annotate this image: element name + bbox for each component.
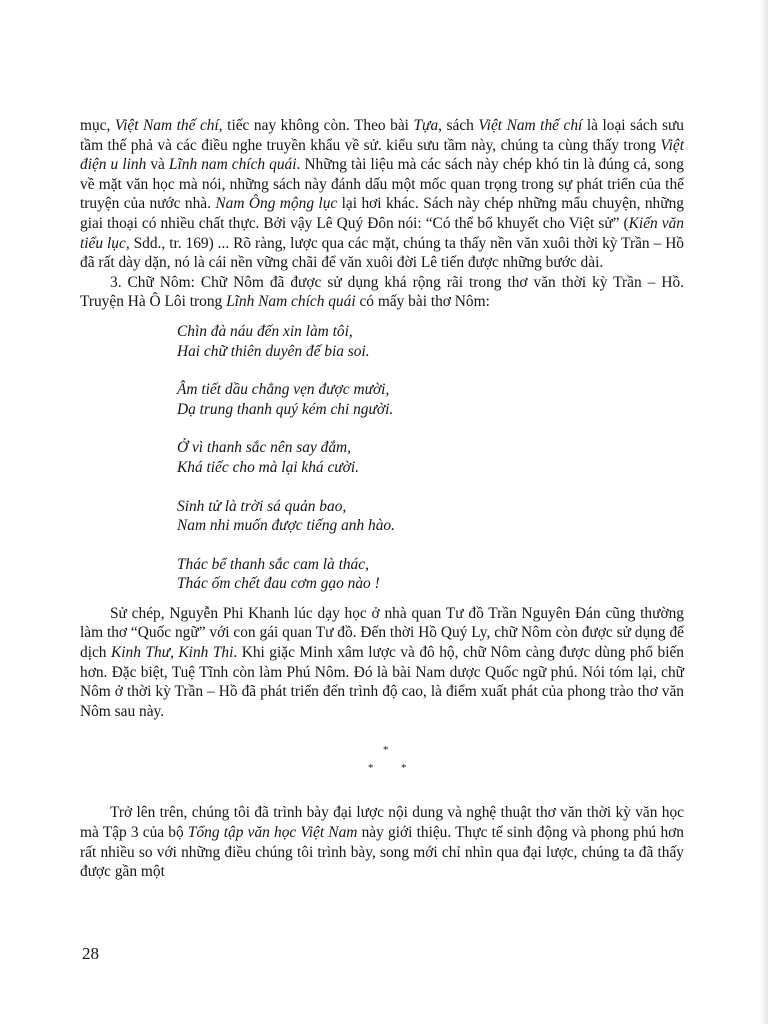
poem-line: Thác ốm chết đau cơm gạo nào !: [177, 575, 380, 593]
poem-stanza: [177, 497, 684, 536]
poem-line: Sinh tử là trời sá quản bao,: [177, 497, 347, 515]
paragraph-summary: Trở lên trên, chúng tôi đã trình bày đại lược nội dung và nghệ thuật thơ văn thời kỳ văn học mà Tập 3 của bộ Tổng tập văn học Việt Nam này giới thiệu. Thực tế sinh động và phong phú hơn rất nhiều so với những điều chúng tôi trình bày, song mới chỉ nhìn qua đại lược, chúng ta đã thấy được gần một: [80, 804, 684, 881]
paragraph-history: Sử chép, Nguyễn Phi Khanh lúc dạy học ở nhà quan Tư đồ Trần Nguyên Đán cũng thường làm thơ “Quốc ngữ” với con gái quan Tư đồ. Đến thời Hồ Quý Ly, chữ Nôm còn được sử dụng để dịch Kinh Thư, Kinh Thi. Khi giặc Minh xâm lược và đô hộ, chữ Nôm càng được dùng phổ biến hơn. Đặc biệt, Tuệ Tĩnh còn làm Phú Nôm. Đó là bài Nam dược Quốc ngữ phú. Nói tóm lại, chữ Nôm ở thời kỳ Trần – Hồ đã phát triển đến trình độ cao, là điểm xuất phát của phong trào thơ văn Nôm sau này.: [80, 604, 684, 720]
scan-edge: [760, 0, 768, 1024]
poem-line: Khá tiếc cho mà lại khá cười.: [177, 458, 360, 476]
section-separator: [80, 735, 684, 793]
poem-stanza: [177, 555, 684, 594]
poem-line: Hai chữ thiên duyên đế bia soi.: [177, 342, 370, 360]
poem-line: Nam nhi muốn được tiếng anh hào.: [177, 517, 395, 535]
poem-stanza: [177, 322, 684, 361]
poem-line: Dạ trung thanh quý kém chi người.: [177, 400, 394, 418]
asterisk-icon: *: [368, 762, 374, 775]
page-number: 28: [82, 944, 99, 963]
paragraph-prose-works: mục, Việt Nam thế chí, tiếc nay không còn. Theo bài Tựa, sách Việt Nam thế chí là loại sách sưu tầm thế phả và các điều nghe truyền khẩu về sử. kiểu sưu tầm này, chúng ta cùng thấy trong Việt điện u linh và Lĩnh nam chích quái. Những tài liệu mà các sách này chép khó tin là đúng cả, song về mặt văn học mà nói, những sách này đánh dấu một mốc quan trọng trong sự phát triển của thể truyện của nước nhà. Nam Ông mộng lục lại hơi khác. Sách này chép những mẩu chuyện, những giai thoại có nhiều chất thực. Bởi vậy Lê Quý Đôn nói: “Có thể bổ khuyết cho Việt sử” (Kiến văn tiểu lục, Sdd., tr. 169) ... Rõ ràng, lược qua các mặt, chúng ta thấy nền văn xuôi thời kỳ Trần – Hồ đã rất dày dặn, nó là cái nền vững chãi để văn xuôi đời Lê tiến được những bước dài.: [80, 117, 685, 272]
poem-stanza: [177, 438, 684, 477]
poem-line: Chìn đà náu đến xin làm tôi,: [177, 322, 353, 340]
poem-line: Thác bể thanh sắc cam là thác,: [177, 555, 369, 573]
asterisk-icon: *: [401, 762, 407, 775]
asterisk-icon: *: [383, 744, 389, 757]
poem-stanza: [177, 380, 684, 419]
book-page: [80, 116, 684, 882]
nom-poem: [177, 322, 684, 594]
poem-line: Âm tiết dầu chẳng vẹn được mười,: [177, 381, 390, 399]
poem-line: Ở vì thanh sắc nên say đắm,: [177, 439, 351, 457]
paragraph-chu-nom: 3. Chữ Nôm: Chữ Nôm đã được sử dụng khá rộng rãi trong thơ văn thời kỳ Trần – Hồ. Truyện Hà Ô Lôi trong Lĩnh Nam chích quái có mấy bài thơ Nôm:: [80, 273, 684, 311]
